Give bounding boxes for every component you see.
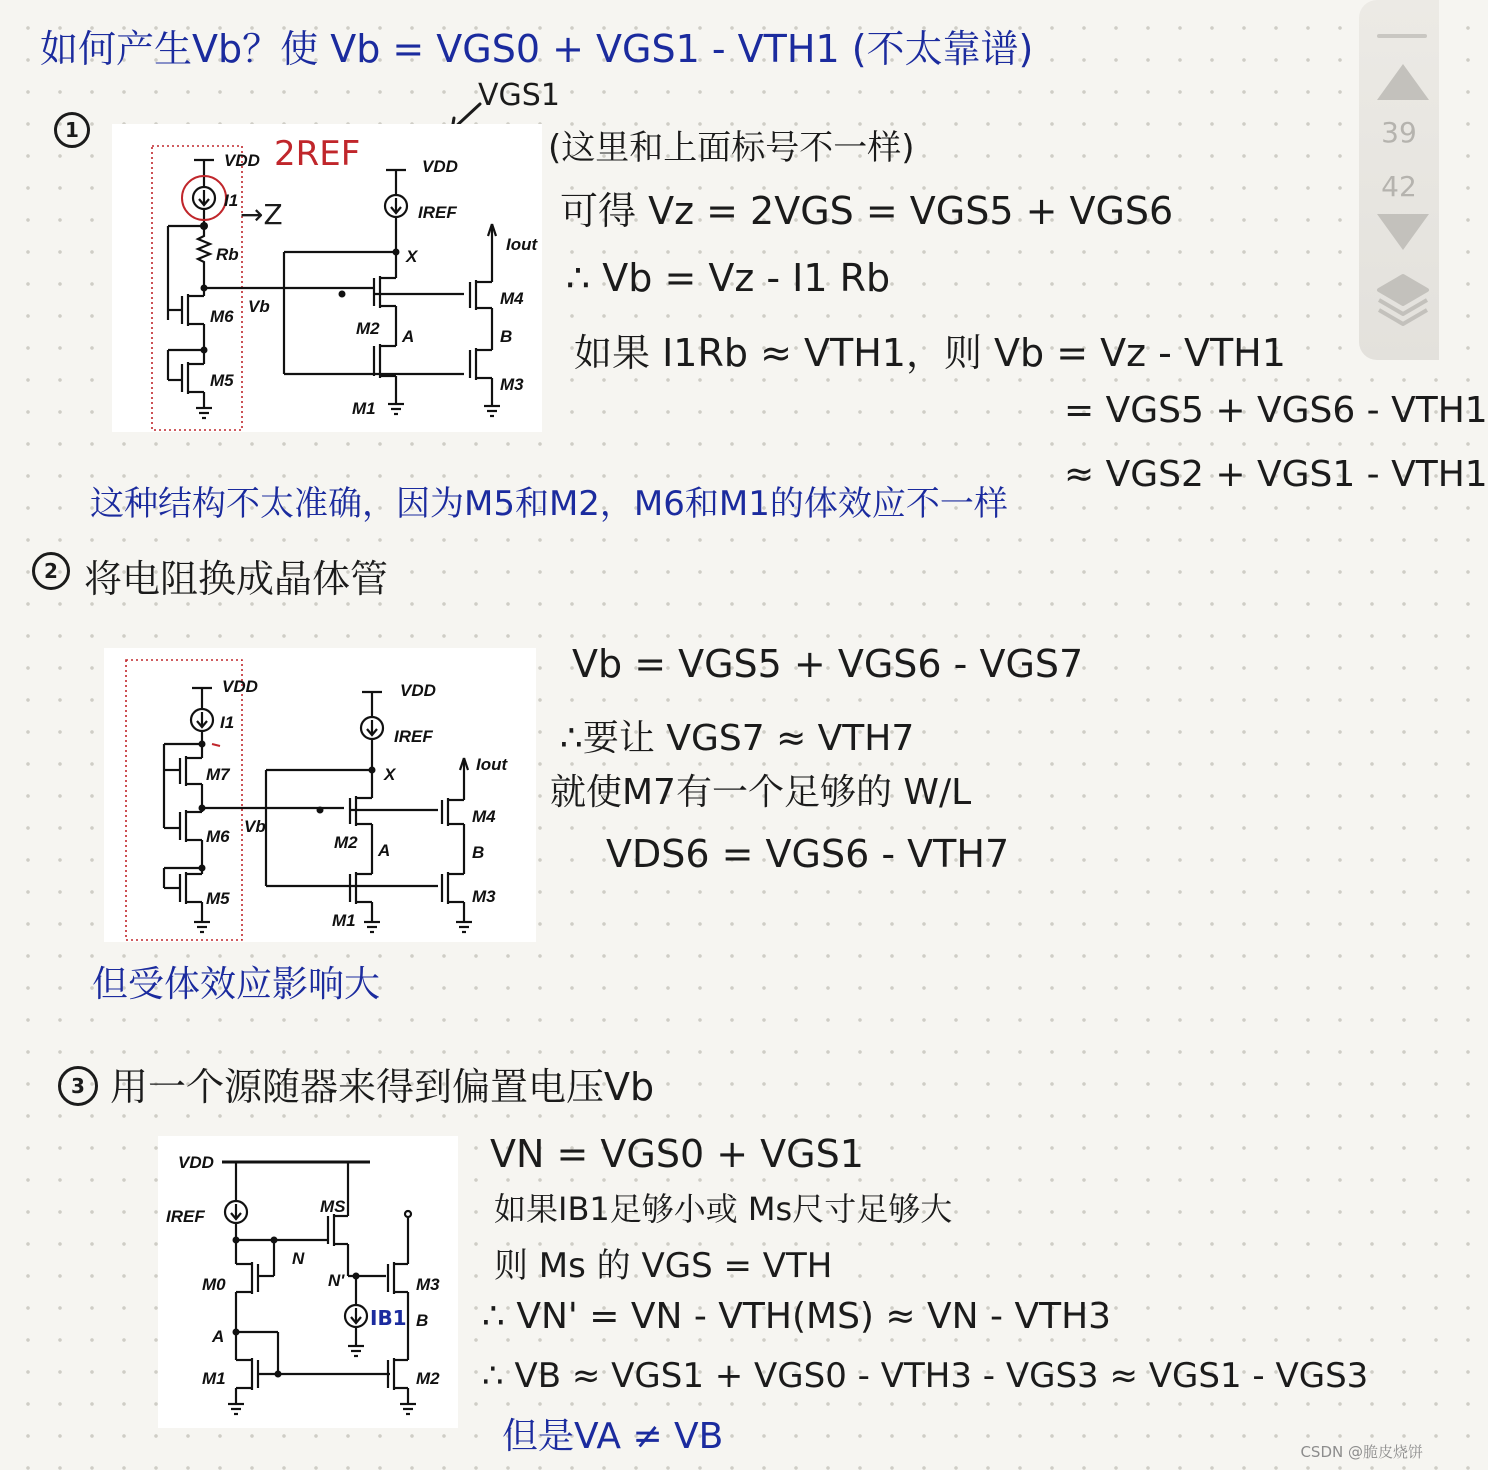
c2-b-label: B — [472, 843, 485, 862]
c1-m4-label: M4 — [500, 289, 524, 308]
section3-line-3: 则 Ms 的 VGS = VTH — [494, 1246, 833, 1286]
section3-line-4: ∴ VN' = VN - VTH(MS) ≈ VN - VTH3 — [482, 1296, 1112, 1337]
section2-badge: 2 — [32, 552, 70, 590]
page-navigator — [1359, 0, 1439, 360]
section1-line-2: ∴ Vb = Vz - I1 Rb — [566, 256, 891, 300]
circuit2-figure — [104, 648, 536, 942]
section1-line-4: = VGS5 + VGS6 - VTH1 — [1064, 390, 1488, 431]
c3-m3-label: M3 — [416, 1275, 440, 1294]
page-up-icon[interactable] — [1377, 64, 1429, 100]
c2-vdd-right-label: VDD — [400, 681, 436, 700]
z-label: →Z — [240, 198, 283, 231]
section3-line-2: 如果IB1足够小或 Ms尺寸足够大 — [494, 1190, 953, 1228]
c1-m2-label: M2 — [356, 319, 380, 338]
vgs1-note: VGS1 — [478, 78, 560, 113]
c2-a-label: A — [378, 841, 391, 860]
c3-m2-label: M2 — [416, 1369, 440, 1388]
c2-m1-label: M1 — [332, 911, 356, 930]
c2-vb-label: Vb — [244, 817, 266, 836]
c3-vdd-label: VDD — [178, 1153, 214, 1172]
c2-iref-label: IREF — [394, 727, 433, 746]
layers-icon[interactable] — [1375, 270, 1431, 330]
c1-a-label: A — [402, 327, 415, 346]
page-down-icon[interactable] — [1377, 214, 1429, 250]
c1-vdd-left-label: VDD — [224, 151, 260, 170]
c1-m3-label: M3 — [500, 375, 524, 394]
c3-nprime-label: N' — [328, 1271, 345, 1290]
ib1-label: IB1 — [370, 1306, 407, 1330]
page-title: 如何产生Vb？使 Vb = VGS0 + VGS1 - VTH1 (不太靠谱) — [40, 27, 1034, 71]
c1-iout-label: Iout — [506, 235, 538, 254]
section3-line-1: VN = VGS0 + VGS1 — [490, 1132, 864, 1176]
c1-iref-label: IREF — [418, 203, 457, 222]
c3-m1-label: M1 — [202, 1369, 226, 1388]
c2-iout-label: Iout — [476, 755, 508, 774]
watermark: CSDN @脆皮烧饼 — [1300, 1443, 1423, 1461]
c2-m7-label: M7 — [206, 765, 230, 784]
section2-line-4: VDS6 = VGS6 - VTH7 — [606, 832, 1010, 876]
section2-line-1: Vb = VGS5 + VGS6 - VGS7 — [572, 642, 1084, 686]
c1-vb-label: Vb — [248, 297, 270, 316]
c3-n-label: N — [292, 1249, 305, 1268]
section1-line-5: ≈ VGS2 + VGS1 - VTH1 — [1064, 454, 1488, 495]
drag-handle[interactable] — [1377, 34, 1427, 38]
section2-line-3: 就使M7有一个足够的 W/L — [550, 772, 972, 813]
c1-m5-label: M5 — [210, 371, 234, 390]
c3-m0-label: M0 — [202, 1275, 226, 1294]
section1-note: (这里和上面标号不一样) — [548, 128, 915, 168]
c1-vdd-right-label: VDD — [422, 157, 458, 176]
c3-ms-label: MS — [320, 1197, 346, 1216]
c1-x-label: X — [406, 247, 418, 266]
c3-b-label: B — [416, 1311, 429, 1330]
section1-conclusion: 这种结构不太准确，因为M5和M2，M6和M1的体效应不一样 — [90, 484, 1008, 524]
c1-m6-label: M6 — [210, 307, 234, 326]
c1-b-label: B — [500, 327, 513, 346]
section3-conclusion: 但是VA ≠ VB — [502, 1416, 724, 1457]
circuit1-annotation: 2REF — [274, 134, 361, 174]
c2-m3-label: M3 — [472, 887, 496, 906]
total-pages: 42 — [1381, 170, 1417, 203]
section3-badge: 3 — [58, 1066, 98, 1106]
section1-badge: 1 — [54, 112, 90, 148]
section2-conclusion: 但受体效应影响大 — [92, 964, 381, 1005]
circuit3-figure — [158, 1136, 458, 1428]
c2-vdd-left-label: VDD — [222, 677, 258, 696]
circuit2-schematic — [104, 648, 536, 942]
c3-iref-label: IREF — [166, 1207, 205, 1226]
section2-heading: 将电阻换成晶体管 — [84, 557, 389, 601]
c2-m5-label: M5 — [206, 889, 230, 908]
c2-x-label: X — [384, 765, 396, 784]
section2-line-2: ∴要让 VGS7 ≈ VTH7 — [560, 718, 915, 759]
section1-line-3: 如果 I1Rb ≈ VTH1，则 Vb = Vz - VTH1 — [574, 331, 1286, 375]
c2-m6-label: M6 — [206, 827, 230, 846]
c3-a-label: A — [212, 1327, 225, 1346]
c1-i1-label: I1 — [224, 191, 239, 210]
c2-m2-label: M2 — [334, 833, 358, 852]
c1-rb-label: Rb — [216, 245, 239, 264]
c2-m4-label: M4 — [472, 807, 496, 826]
c1-m1-label: M1 — [352, 399, 376, 418]
section3-line-5: ∴ VB ≈ VGS1 + VGS0 - VTH3 - VGS3 ≈ VGS1 - VGS3 — [482, 1356, 1369, 1396]
current-page: 39 — [1381, 116, 1417, 149]
circuit3-schematic — [158, 1136, 458, 1428]
c2-i1-label: I1 — [220, 713, 235, 732]
section1-line-1: 可得 Vz = 2VGS = VGS5 + VGS6 — [560, 189, 1174, 233]
section3-heading: 用一个源随器来得到偏置电压Vb — [110, 1065, 655, 1109]
